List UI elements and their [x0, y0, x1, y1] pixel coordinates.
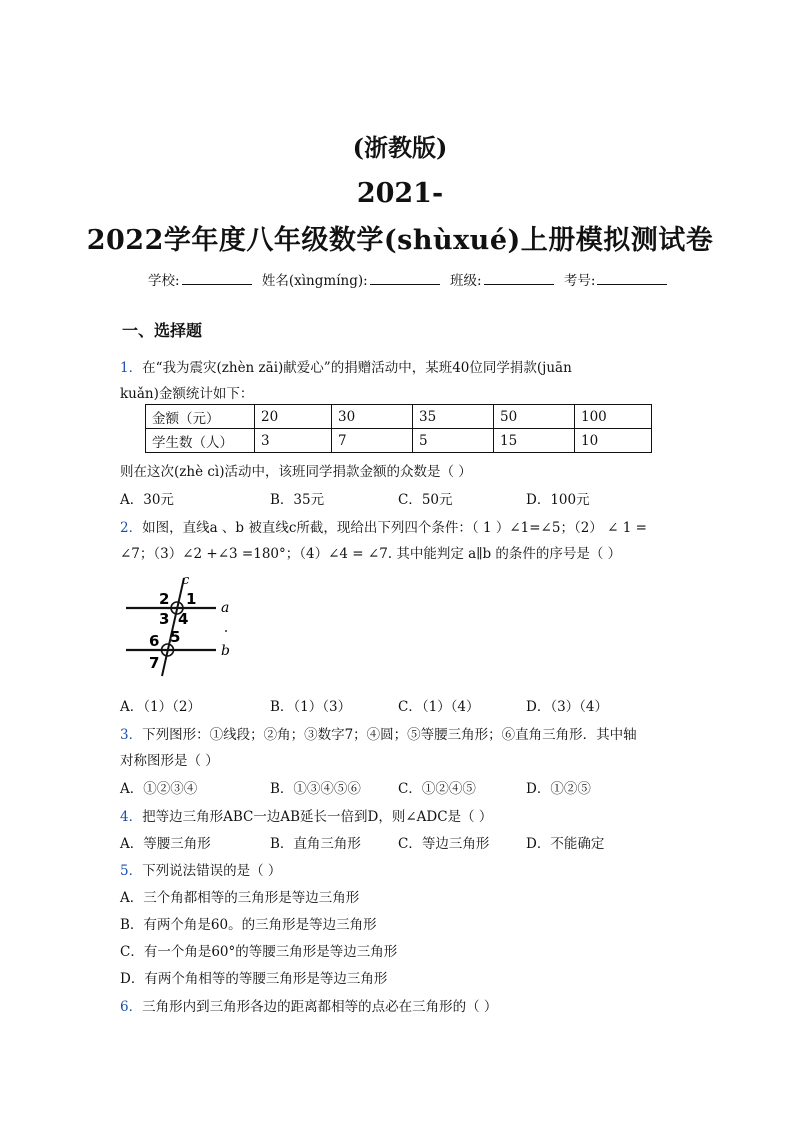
exam-no-blank — [597, 272, 667, 285]
q4-number: 4． — [120, 809, 143, 825]
table-cell: 5 — [413, 429, 494, 453]
table-row — [146, 405, 652, 429]
q3-option-b[interactable]: B．①③④⑤⑥ — [270, 781, 361, 797]
label-c: c — [182, 573, 190, 588]
q2-text-b: ∠7；（3）∠2 +∠3 =180°；（4）∠4 = ∠7. 其中能判定 a∥b 的条件的序号是（ ） — [120, 546, 622, 562]
table-cell: 100 — [575, 405, 652, 429]
q1-number: 1． — [120, 360, 143, 376]
label-angle-7: 7 — [149, 654, 160, 672]
donation-table — [145, 404, 652, 453]
q5-number: 5． — [120, 863, 143, 879]
edition-label: (浙教版) — [352, 133, 448, 162]
student-info-row — [148, 269, 673, 289]
name-label: 姓名(xìngmíng): — [261, 273, 368, 289]
table-cell: 3 — [255, 429, 332, 453]
school-blank — [182, 272, 252, 285]
label-angle-6: 6 — [149, 632, 160, 650]
stray-dot — [225, 630, 227, 632]
q4-option-b[interactable]: B．直角三角形 — [270, 836, 361, 852]
parallel-lines-figure — [120, 572, 236, 680]
q2-number: 2． — [120, 520, 143, 536]
q2-text-a: 如图，直线a 、b 被直线c所截，现给出下列四个条件：（ 1 ）∠1=∠5；（2） ∠ 1 = — [142, 520, 647, 536]
q1-text-c: 则在这次(zhè cì)活动中，该班同学捐款金额的众数是（ ） — [120, 464, 472, 480]
q3-line-a — [120, 723, 637, 743]
name-blank — [370, 272, 440, 285]
label-a: a — [221, 600, 230, 616]
class-label: 班级: — [449, 273, 482, 289]
q6-number: 6． — [120, 999, 143, 1015]
table-row — [146, 429, 652, 453]
label-angle-5: 5 — [170, 628, 181, 646]
label-angle-3: 3 — [159, 610, 170, 628]
q2-option-c[interactable]: C．（1）（4） — [398, 699, 480, 715]
table-cell: 15 — [494, 429, 575, 453]
q3-option-c[interactable]: C．①②④⑤ — [398, 781, 476, 797]
q2-option-d[interactable]: D．（3）（4） — [526, 699, 609, 715]
school-label: 学校: — [148, 273, 180, 289]
q3-option-a[interactable]: A．①②③④ — [120, 781, 198, 797]
section-title: 一、选择题 — [122, 321, 203, 340]
title-line-2: 2022学年度八年级数学(shùxué)上册模拟测试卷 — [86, 225, 714, 256]
q1-option-d[interactable]: D．100元 — [526, 492, 590, 508]
table-cell: 30 — [332, 405, 413, 429]
label-angle-2: 2 — [159, 590, 170, 608]
table-cell: 50 — [494, 405, 575, 429]
q4-option-a[interactable]: A．等腰三角形 — [120, 836, 211, 852]
table-cell: 学生数（人） — [146, 429, 255, 453]
q3-number: 3． — [120, 727, 143, 743]
table-cell: 10 — [575, 429, 652, 453]
q3-text-b: 对称图形是（ ） — [120, 753, 219, 769]
label-angle-1: 1 — [186, 590, 197, 608]
table-cell: 7 — [332, 429, 413, 453]
q4-option-d[interactable]: D．不能确定 — [526, 836, 605, 852]
q1-text-b: kuǎn)金额统计如下： — [120, 386, 254, 402]
q2-option-b[interactable]: B．（1）（3） — [270, 699, 352, 715]
table-cell: 20 — [255, 405, 332, 429]
q1-option-a[interactable]: A．30元 — [120, 492, 174, 508]
q1-option-c[interactable]: C．50元 — [398, 492, 453, 508]
q1-option-b[interactable]: B．35元 — [270, 492, 325, 508]
q1-text-a: 在“我为震灾(zhèn zāi)献爱心”的捐赠活动中，某班40位同学捐款(juān — [142, 360, 572, 376]
q4-line — [120, 805, 492, 825]
label-angle-4: 4 — [178, 610, 189, 628]
q5-option-a[interactable]: A．三个角都相等的三角形是等边三角形 — [120, 890, 360, 906]
q3-option-d[interactable]: D．①②⑤ — [526, 781, 591, 797]
q5-option-c[interactable]: C．有一个角是60°的等腰三角形是等边三角形 — [120, 944, 398, 960]
q5-line — [120, 859, 281, 879]
q5-option-b[interactable]: B．有两个角是60。的三角形是等边三角形 — [120, 917, 377, 933]
q2-option-a[interactable]: A．（1）（2） — [120, 699, 201, 715]
q1-line-a — [120, 356, 572, 376]
q5-option-d[interactable]: D．有两个角相等的等腰三角形是等边三角形 — [120, 971, 388, 987]
table-cell: 金额（元） — [146, 405, 255, 429]
q5-text: 下列说法错误的是（ ） — [142, 863, 282, 879]
q3-text-a: 下列图形：①线段；②角；③数字7；④圆；⑤等腰三角形；⑥直角三角形．其中轴 — [142, 727, 637, 743]
title-line-1: 2021- — [356, 178, 444, 209]
q6-line — [120, 995, 497, 1015]
q6-text: 三角形内到三角形各边的距离都相等的点必在三角形的（ ） — [142, 999, 498, 1015]
exam-no-label: 考号: — [563, 273, 596, 289]
q4-text: 把等边三角形ABC一边AB延长一倍到D，则∠ADC是（ ） — [142, 809, 493, 825]
label-b: b — [221, 643, 230, 659]
table-cell: 35 — [413, 405, 494, 429]
q4-option-c[interactable]: C．等边三角形 — [398, 836, 490, 852]
class-blank — [484, 272, 554, 285]
q2-line-a — [120, 516, 647, 536]
